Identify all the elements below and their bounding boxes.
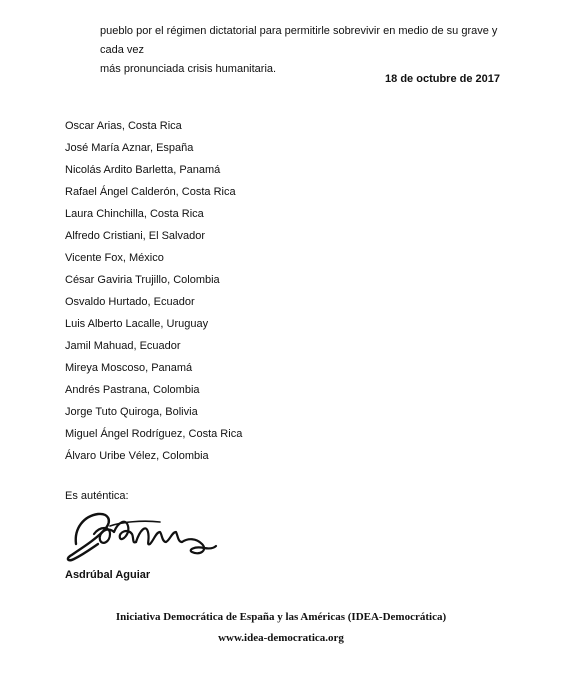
letter-date: 18 de octubre de 2017 — [385, 73, 500, 85]
handwritten-signature — [62, 504, 222, 566]
intro-line-1: pueblo por el régimen dictatorial para permitirle sobrevivir en medio de su grave y cada vez — [100, 25, 498, 56]
signatory-item: Andrés Pastrana, Colombia — [65, 384, 200, 396]
signatory-item: Luis Alberto Lacalle, Uruguay — [65, 318, 209, 330]
intro-line-2: más pronunciada crisis humanitaria. — [100, 63, 277, 75]
signer-name: Asdrúbal Aguiar — [65, 569, 151, 581]
signatory-item: Mireya Moscoso, Panamá — [65, 362, 193, 374]
footer-organization: Iniciativa Democrática de España y las Américas (IDEA-Democrática) — [115, 611, 447, 623]
authentication-label: Es auténtica: — [65, 490, 129, 502]
signatories-list — [65, 118, 242, 470]
signatory-item: Nicolás Ardito Barletta, Panamá — [65, 164, 221, 176]
signatory-item: Miguel Ángel Rodríguez, Costa Rica — [65, 428, 243, 440]
signatory-item: Álvaro Uribe Vélez, Colombia — [65, 450, 209, 462]
signatory-item: Laura Chinchilla, Costa Rica — [65, 208, 204, 220]
signatory-item: Alfredo Cristiani, El Salvador — [65, 230, 206, 242]
signatory-item: José María Aznar, España — [65, 142, 194, 154]
intro-paragraph — [100, 22, 510, 79]
signatory-item: Vicente Fox, México — [65, 252, 164, 264]
signatory-item: Oscar Arias, Costa Rica — [65, 120, 182, 132]
signatory-item: Jamil Mahuad, Ecuador — [65, 340, 181, 352]
footer-url: www.idea-democratica.org — [218, 632, 344, 644]
signatory-item: Osvaldo Hurtado, Ecuador — [65, 296, 195, 308]
signatory-item: Jorge Tuto Quiroga, Bolivia — [65, 406, 198, 418]
signatory-item: Rafael Ángel Calderón, Costa Rica — [65, 186, 236, 198]
signatory-item: César Gaviria Trujillo, Colombia — [65, 274, 220, 286]
